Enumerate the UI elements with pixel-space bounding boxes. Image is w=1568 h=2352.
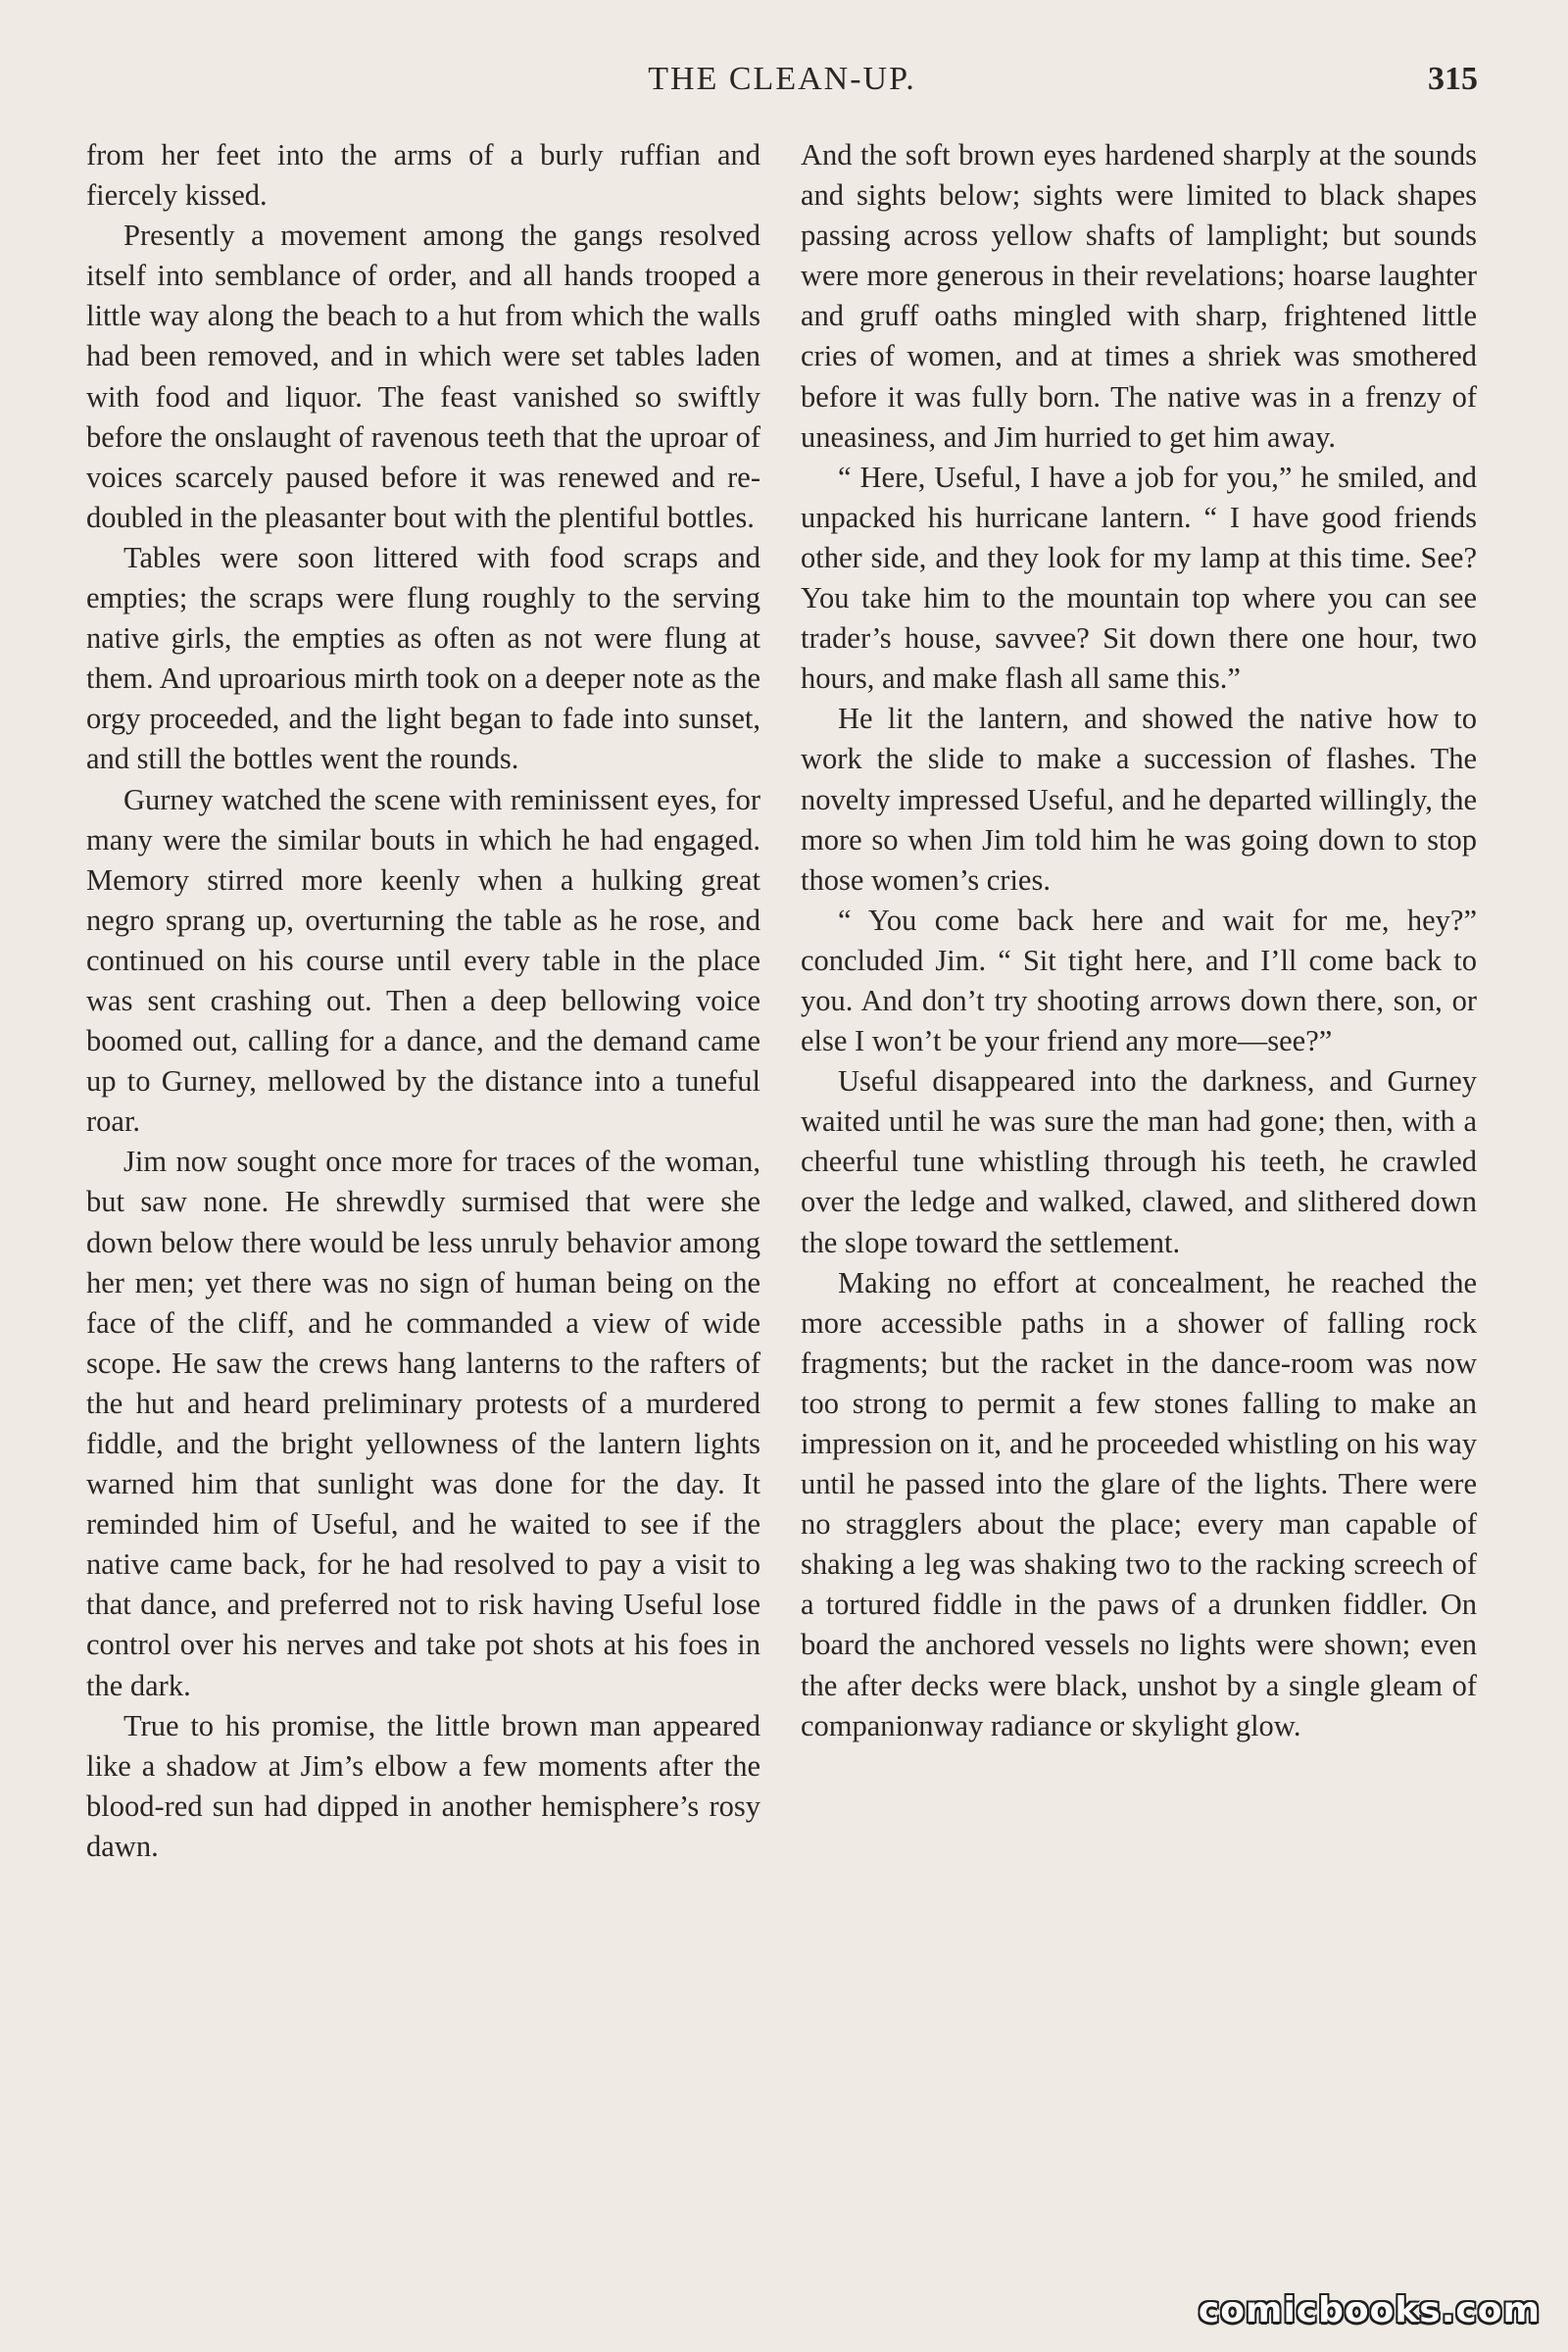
paragraph: True to his promise, the little brown man appeared like a shadow at Jim’s elbow a few moments after the blood-red sun had dipped in another hemisphere’s rosy dawn. — [86, 1708, 760, 1863]
paragraph: “ Here, Useful, I have a job for you,” he smiled, and unpacked his hurricane lantern. “ I have good friends other side, and they look for my lamp at this time. See? You take him to the mountain top where you can see trader’s house, savvee? Sit down there one hour, two hours, and make flash all same this.” — [801, 460, 1477, 696]
page-header — [86, 61, 1478, 110]
paragraph: Useful disappeared into the darkness, and Gurney waited until he was sure the man had gone; then, with a cheerful tune whistling through his teeth, he crawled over the ledge and walked, clawed, and slithered down the slope toward the settlement. — [801, 1064, 1477, 1259]
paragraph: Presently a movement among the gangs resolved itself into semblance of order, and all hands trooped a little way along the beach to a hut from which the walls had been removed, and in which were set tables laden with food and liquor. The feast vanished so swiftly before the onslaught of ravenous teeth that the uproar of voices scarcely paused before it was renewed and redoubled in the pleasanter bout with the plentiful bottles. — [86, 219, 760, 534]
paragraph: Making no effort at concealment, he reached the more accessible paths in a shower of falling rock fragments; but the racket in the dance-room was now too strong to permit a few stones falling to make an impression on it, and he proceeded whistling on his way until he passed into the glare of the lights. There were no stragglers about the place; every man capable of shaking a leg was shaking two to the racking screech of a tortured fiddle in the paws of a drunken fiddler. On board the anchored vessels no lights were shown; even the after decks were black, unshot by a single gleam of companionway radiance or skylight glow. — [801, 1265, 1477, 1742]
running-title: THE CLEAN-UP. — [648, 61, 916, 97]
right-column — [801, 135, 1477, 1746]
paragraph: And the soft brown eyes hardened sharply at the sounds and sights below; sights were limited to black shapes passing across yellow shafts of lamplight; but sounds were more generous in their revelations; hoarse laughter and gruff oaths mingled with sharp, frightened little cries of women, and at times a shriek was smothered before it was fully born. The native was in a frenzy of uneasiness, and Jim hurried to get him away. — [801, 138, 1477, 454]
paragraph: He lit the lantern, and showed the native how to work the slide to make a succession of flashes. The novelty impressed Useful, and he departed willingly, the more so when Jim told him he was going down to stop those women’s cries. — [801, 702, 1477, 897]
left-column — [86, 135, 760, 1867]
page-number: 315 — [1428, 61, 1478, 97]
paragraph: “ You come back here and wait for me, hey?” concluded Jim. “ Sit tight here, and I’ll come back to you. And don’t try shooting arrows down there, son, or else I won’t be your friend any more—see?” — [801, 903, 1477, 1058]
site-watermark: comicbooks.com — [1198, 2290, 1541, 2330]
paragraph: from her feet into the arms of a burly ruffian and fiercely kissed. — [86, 138, 760, 213]
paragraph: Tables were soon littered with food scraps and empties; the scraps were flung roughly to the serving native girls, the empties as often as not were flung at them. And uproarious mirth took on a deeper note as the orgy proceeded, and the light began to fade into sunset, and still the bottles went the rounds. — [86, 540, 760, 776]
paragraph: Gurney watched the scene with reminissent eyes, for many were the similar bouts in which he had engaged. Memory stirred more keenly when a hulking great negro sprang up, overturning the table as he rose, and continued on his course until every table in the place was sent crashing out. Then a deep bellowing voice boomed out, calling for a dance, and the demand came up to Gurney, mellowed by the distance into a tuneful roar. — [86, 782, 760, 1139]
paragraph: Jim now sought once more for traces of the woman, but saw none. He shrewdly surmised that were she down below there would be less unruly behavior among her men; yet there was no sign of human being on the face of the cliff, and he commanded a view of wide scope. He saw the crews hang lanterns to the rafters of the hut and heard preliminary protests of a murdered fiddle, and the bright yellowness of the lantern lights warned him that sunlight was done for the day. It reminded him of Useful, and he waited to see if the native came back, for he had resolved to pay a visit to that dance, and preferred not to risk having Useful lose control over his nerves and take pot shots at his foes in the dark. — [86, 1145, 760, 1702]
